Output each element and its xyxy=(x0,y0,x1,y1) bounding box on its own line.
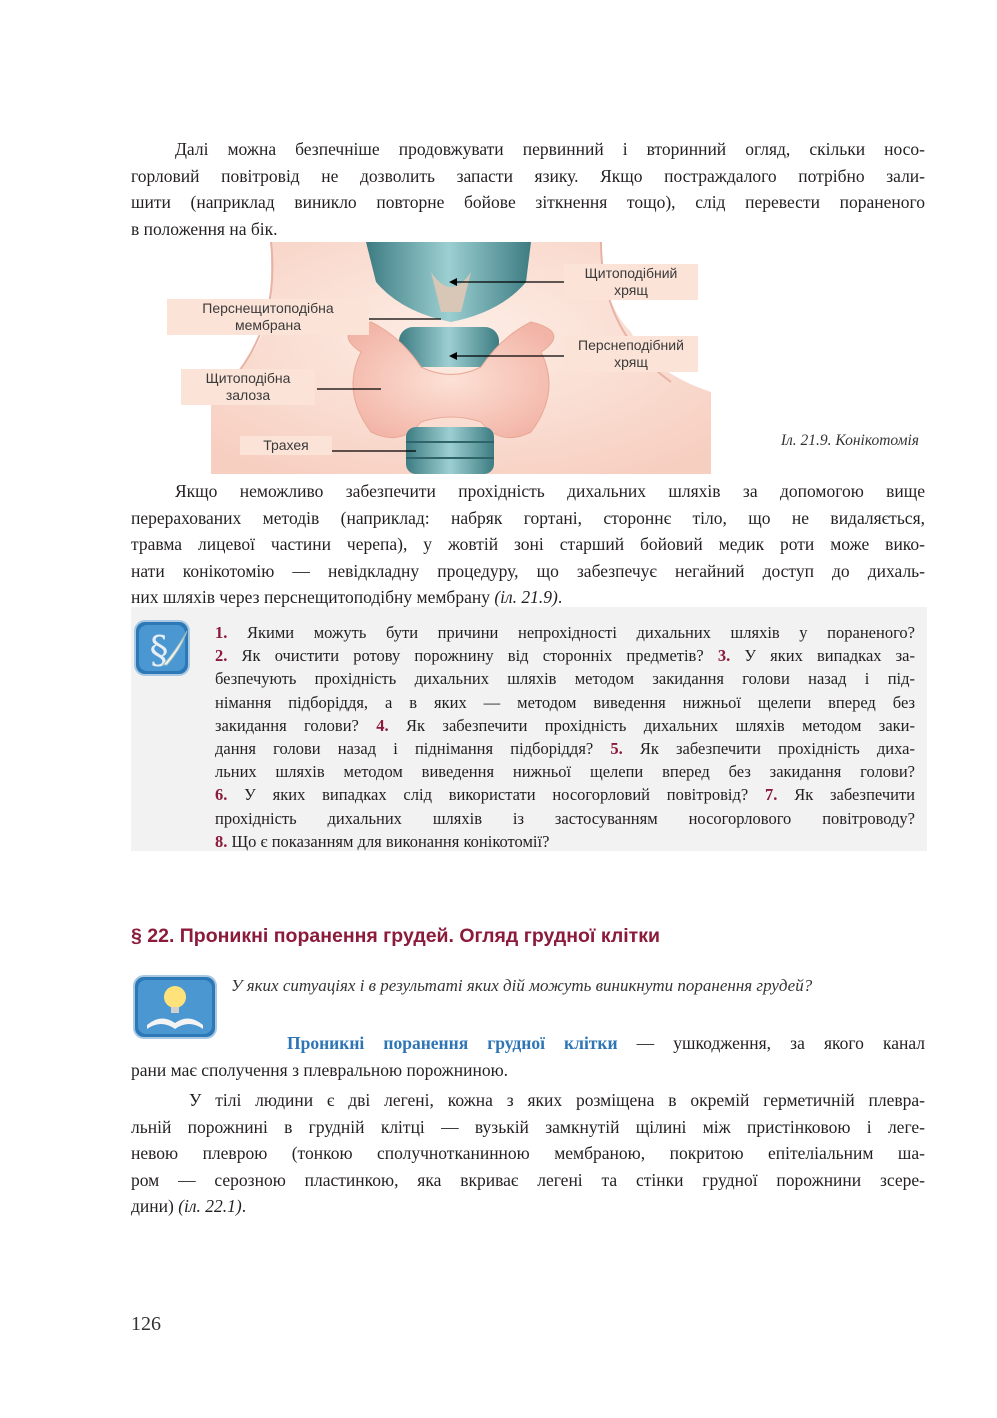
text-segment: . xyxy=(557,587,563,607)
question-text: У яких випадках слід використати носогорловий повітровід? xyxy=(227,785,766,805)
question-number: 2. xyxy=(215,646,228,666)
question-number: 8. xyxy=(215,831,228,851)
question-text: Як забезпечити прохідність дихальних шляхів методом заки- xyxy=(388,715,915,735)
question-number: 1. xyxy=(215,623,228,642)
text-line: нати конікотомію — невідкладну процедуру, що забезпечує негайний доступ до дихаль- xyxy=(131,560,925,581)
question-text: безпечують прохідність дихальних шляхів методом закидання голови назад і під- xyxy=(215,669,915,689)
question-text: Що є показанням для виконання конікотомії? xyxy=(227,831,550,851)
question-line xyxy=(215,783,915,806)
question-line xyxy=(215,760,915,783)
question-text: німання підборіддя, а в яких — методом виведення нижньої щелепи вперед без xyxy=(215,692,915,712)
figure-reference: (іл. 21.9) xyxy=(494,587,558,607)
label-thyroid-gland: Щитоподібна залоза xyxy=(181,369,315,405)
text-line: травма лицевої частини черепа), у жовтій зоні старший бойовий медик роти може вико- xyxy=(131,534,925,554)
text-line: рани має сполучення з плевральною порожниною. xyxy=(131,1059,509,1080)
text-line: шити (наприклад виникло повторне бойове зіткнення тощо), слід перевести пораненого xyxy=(131,192,925,212)
label-cricothyroid-membrane: Перснещитоподібна мембрана xyxy=(167,299,369,335)
text-segment: них шляхів через перснещитоподібну мембрану xyxy=(131,587,495,607)
paragraph-conicotomy xyxy=(131,478,925,611)
question-text: закидання голови? xyxy=(215,715,377,735)
question-text: У яких випадках за- xyxy=(730,646,915,666)
question-number: 4. xyxy=(376,715,389,735)
question-line xyxy=(215,714,915,737)
defined-term: Проникні поранення грудної клітки xyxy=(287,1033,618,1053)
question-text: Як забезпечити прохідність диха- xyxy=(622,739,915,759)
text-line: перерахованих методів (наприклад: набряк гортані, стороннє тіло, що не видаляється, xyxy=(131,507,925,528)
question-text: Як очистити ротову порожнину від сторонніх предметів? xyxy=(227,646,718,666)
section-title: § 22. Проникні поранення грудей. Огляд грудної клітки xyxy=(131,925,660,947)
text-line: горловий повітровід не дозволить запасти язику. Якщо постраждалого потрібно зали- xyxy=(131,165,925,186)
text-line: Далі можна безпечніше продовжувати первинний і вторинний огляд, скільки носо- xyxy=(175,139,925,159)
page-number: 126 xyxy=(131,1313,161,1335)
question-number: 7. xyxy=(765,785,778,805)
paragraph-lungs xyxy=(131,1087,925,1220)
text-line: невою плеврою (тонкою сполучнотканинною мембраною, покритою епітеліальним ша- xyxy=(131,1143,925,1163)
text-line xyxy=(131,1030,925,1057)
definition-paragraph xyxy=(131,1030,925,1083)
question-text: Як забезпечити xyxy=(777,785,915,805)
review-questions-box xyxy=(131,607,927,851)
text-line xyxy=(131,1193,925,1220)
question-line xyxy=(215,667,915,690)
review-questions xyxy=(215,621,915,853)
question-text: Якими можуть бути причини непрохідності дихальних шляхів у пораненого? xyxy=(227,623,915,642)
text-segment: . xyxy=(241,1196,247,1216)
text-line: Якщо неможливо забезпечити прохідність дихальних шляхів за допомогою вище xyxy=(175,481,925,501)
question-line xyxy=(215,830,915,853)
label-trachea: Трахея xyxy=(240,436,332,455)
intro-paragraph xyxy=(131,136,925,242)
figure-caption: Іл. 21.9. Конікотомія xyxy=(780,432,919,449)
question-line xyxy=(215,807,915,830)
figure-conicotomy xyxy=(131,242,925,474)
svg-text:§: § xyxy=(149,628,169,672)
text-segment: дини) xyxy=(131,1196,179,1216)
question-text: льних шляхів методом виведення нижньої щелепи вперед без закидання голови? xyxy=(215,762,915,782)
text-line: в положення на бік. xyxy=(131,218,278,239)
text-line: льній порожнині в грудній клітці — вузькій замкнутій щілині між пристінковою і леге- xyxy=(131,1116,925,1137)
label-thyroid-cartilage: Щитоподібний хрящ xyxy=(564,264,698,300)
question-number: 5. xyxy=(610,739,623,759)
text-line: ром — серозною пластинкою, яка вкриває легені та стінки грудної порожнини зсере- xyxy=(131,1169,925,1190)
question-line xyxy=(215,691,915,714)
question-text: дання голови назад і піднімання підборіддя? xyxy=(215,739,611,759)
question-number: 6. xyxy=(215,785,228,805)
label-cricoid-cartilage: Перснеподібний хрящ xyxy=(564,336,698,372)
text-line: У тілі людини є дві легені, кожна з яких розміщена в окремій герметичній плевра- xyxy=(189,1090,925,1110)
question-line xyxy=(215,737,915,760)
question-text: прохідність дихальних шляхів із застосуванням носогорлового повітроводу? xyxy=(215,808,915,828)
section-sign-quill-icon xyxy=(133,619,191,677)
question-number: 3. xyxy=(717,646,731,666)
lead-question: У яких ситуаціях і в результаті яких дій можуть виникнути поранення грудей? xyxy=(231,976,813,995)
question-line xyxy=(215,621,915,644)
figure-reference: (іл. 22.1) xyxy=(178,1196,242,1216)
question-line xyxy=(215,644,915,667)
text-segment: — ушкодження, за якого канал xyxy=(617,1033,925,1053)
